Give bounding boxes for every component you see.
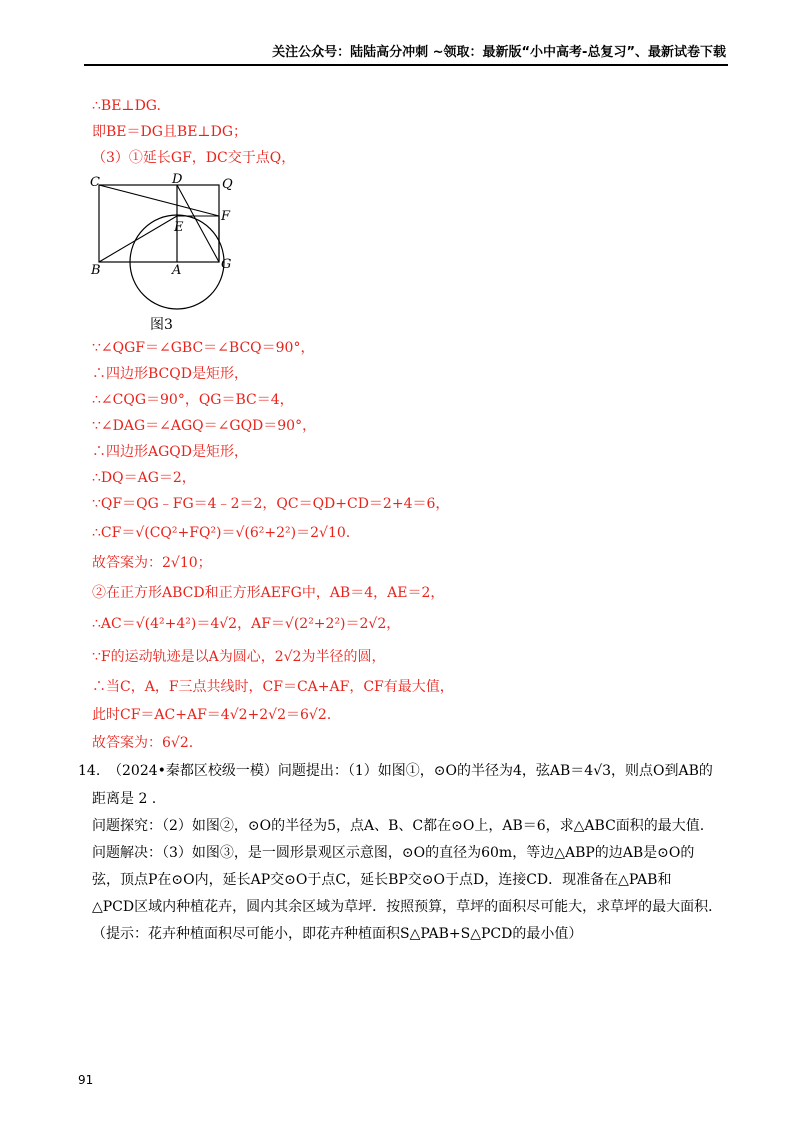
problem-number: 14. (78, 763, 101, 779)
segment-cf (99, 185, 219, 216)
solution-line: （3）①延长GF，DC交于点Q， (92, 150, 296, 166)
solution-step: ∵∠QGF＝∠GBC＝∠BCQ＝90°， (92, 340, 315, 356)
label-f: F (221, 209, 231, 224)
problem-line: 弦，顶点P在⊙O内，延长AP交⊙O于点C，延长BP交⊙O于点D，连接CD．现准备在△PAB和 (92, 872, 672, 888)
figure-caption: 图3 (150, 317, 173, 333)
page-number: 91 (78, 1073, 94, 1087)
problem-line: △PCD区域内种植花卉，圆内其余区域为草坪．按照预算，草坪的面积尽可能大，求草坪的最大面积． (92, 899, 723, 915)
solution-line: 即BE＝DG且BE⊥DG； (92, 124, 247, 140)
solution-step: ∵QF＝QG﹣FG＝4﹣2＝2，QC＝QD+CD＝2+4＝6， (92, 496, 450, 512)
geometry-figure-3 (88, 172, 248, 312)
label-d: D (172, 172, 183, 187)
problem-line: 问题解决：（3）如图③，是一圆形景观区示意图，⊙O的直径为60m，等边△ABP的边AB是⊙O的 (92, 845, 695, 861)
label-e: E (174, 220, 184, 235)
label-a: A (172, 263, 182, 278)
problem-line: （2024•秦都区校级一模）问题提出：（1）如图①，⊙O的半径为4，弦AB＝4√3，则点O到AB的 (108, 763, 713, 779)
solution-step: ∴四边形BCQD是矩形， (92, 366, 248, 382)
solution-step: 故答案为：6√2. (92, 735, 194, 751)
square-bcqd-outline (99, 185, 219, 262)
solution-line: ∴BE⊥DG. (92, 98, 161, 114)
solution-step: ∴四边形AGQD是矩形， (92, 444, 248, 460)
problem-line: 距离是 2 . (92, 791, 157, 807)
label-c: C (90, 175, 100, 190)
solution-step: ∵∠DAG＝∠AGQ＝∠GQD＝90°， (92, 418, 317, 434)
solution-step: ②在正方形ABCD和正方形AEFG中，AB＝4，AE＝2， (92, 585, 445, 601)
solution-step: 此时CF＝AC+AF＝4√2+2√2＝6√2. (92, 707, 332, 723)
page-header: 关注公众号：陆陆高分冲刺 ~领取：最新版“小中高考-总复习”、最新试卷下载 (84, 44, 728, 66)
segment-be (99, 216, 177, 262)
label-q: Q (222, 177, 233, 192)
solution-step: ∴CF＝√(CQ²+FQ²)＝√(6²+2²)＝2√10. (92, 525, 351, 541)
problem-line: 问题探究：（2）如图②，⊙O的半径为5，点A、B、C都在⊙O上，AB＝6，求△ABC面积的最大值. (92, 818, 705, 834)
solution-step: ∴当C，A，F三点共线时，CF＝CA+AF，CF有最大值， (92, 679, 454, 695)
label-b: B (91, 263, 101, 278)
label-g: G (221, 257, 232, 272)
problem-line: （提示：花卉种植面积尽可能小，即花卉种植面积S△PAB+S△PCD的最小值） (92, 926, 583, 942)
solution-step: ∴AC＝√(4²+4²)＝4√2，AF＝√(2²+2²)＝2√2， (92, 616, 401, 632)
solution-step: ∴∠CQG＝90°，QG＝BC＝4， (92, 392, 294, 408)
solution-step: 故答案为：2√10； (92, 555, 212, 571)
solution-step: ∵F的运动轨迹是以A为圆心，2√2为半径的圆， (92, 649, 386, 665)
solution-step: ∴DQ＝AG＝2， (92, 470, 196, 486)
